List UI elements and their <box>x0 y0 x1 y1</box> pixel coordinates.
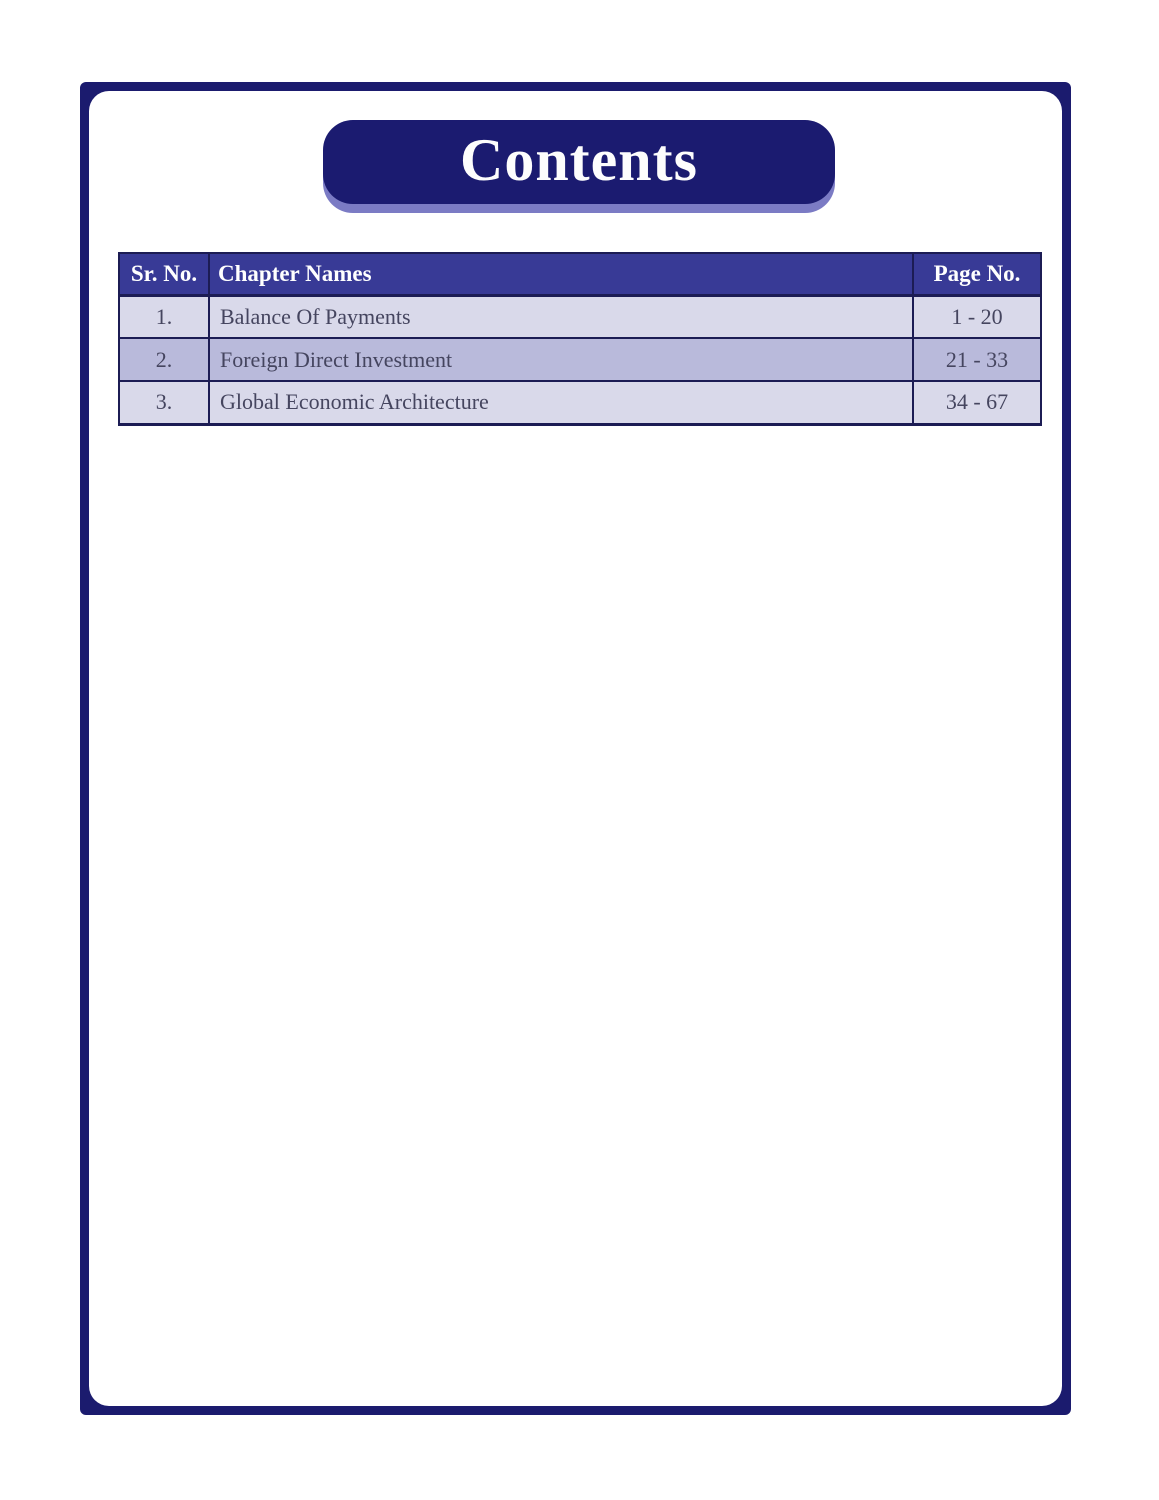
col-header-chapter-names: Chapter Names <box>209 253 913 295</box>
cell-sr-no: 2. <box>119 338 209 381</box>
toc-table-header <box>119 253 1041 295</box>
cell-sr-no: 1. <box>119 295 209 338</box>
header-row <box>119 253 1041 295</box>
page-title: Contents <box>459 127 698 193</box>
contents-title-banner <box>323 120 835 204</box>
col-header-sr-no: Sr. No. <box>119 253 209 295</box>
cell-page-range: 34 - 67 <box>913 381 1041 424</box>
table-of-contents <box>118 252 1040 426</box>
cell-chapter-name: Global Economic Architecture <box>209 381 913 424</box>
toc-table-body <box>119 295 1041 424</box>
table-row <box>119 381 1041 424</box>
cell-chapter-name: Balance Of Payments <box>209 295 913 338</box>
cell-page-range: 21 - 33 <box>913 338 1041 381</box>
table-row <box>119 338 1041 381</box>
cell-chapter-name: Foreign Direct Investment <box>209 338 913 381</box>
col-header-page-no: Page No. <box>913 253 1041 295</box>
cell-page-range: 1 - 20 <box>913 295 1041 338</box>
toc-table <box>118 252 1042 426</box>
cell-sr-no: 3. <box>119 381 209 424</box>
table-row <box>119 295 1041 338</box>
